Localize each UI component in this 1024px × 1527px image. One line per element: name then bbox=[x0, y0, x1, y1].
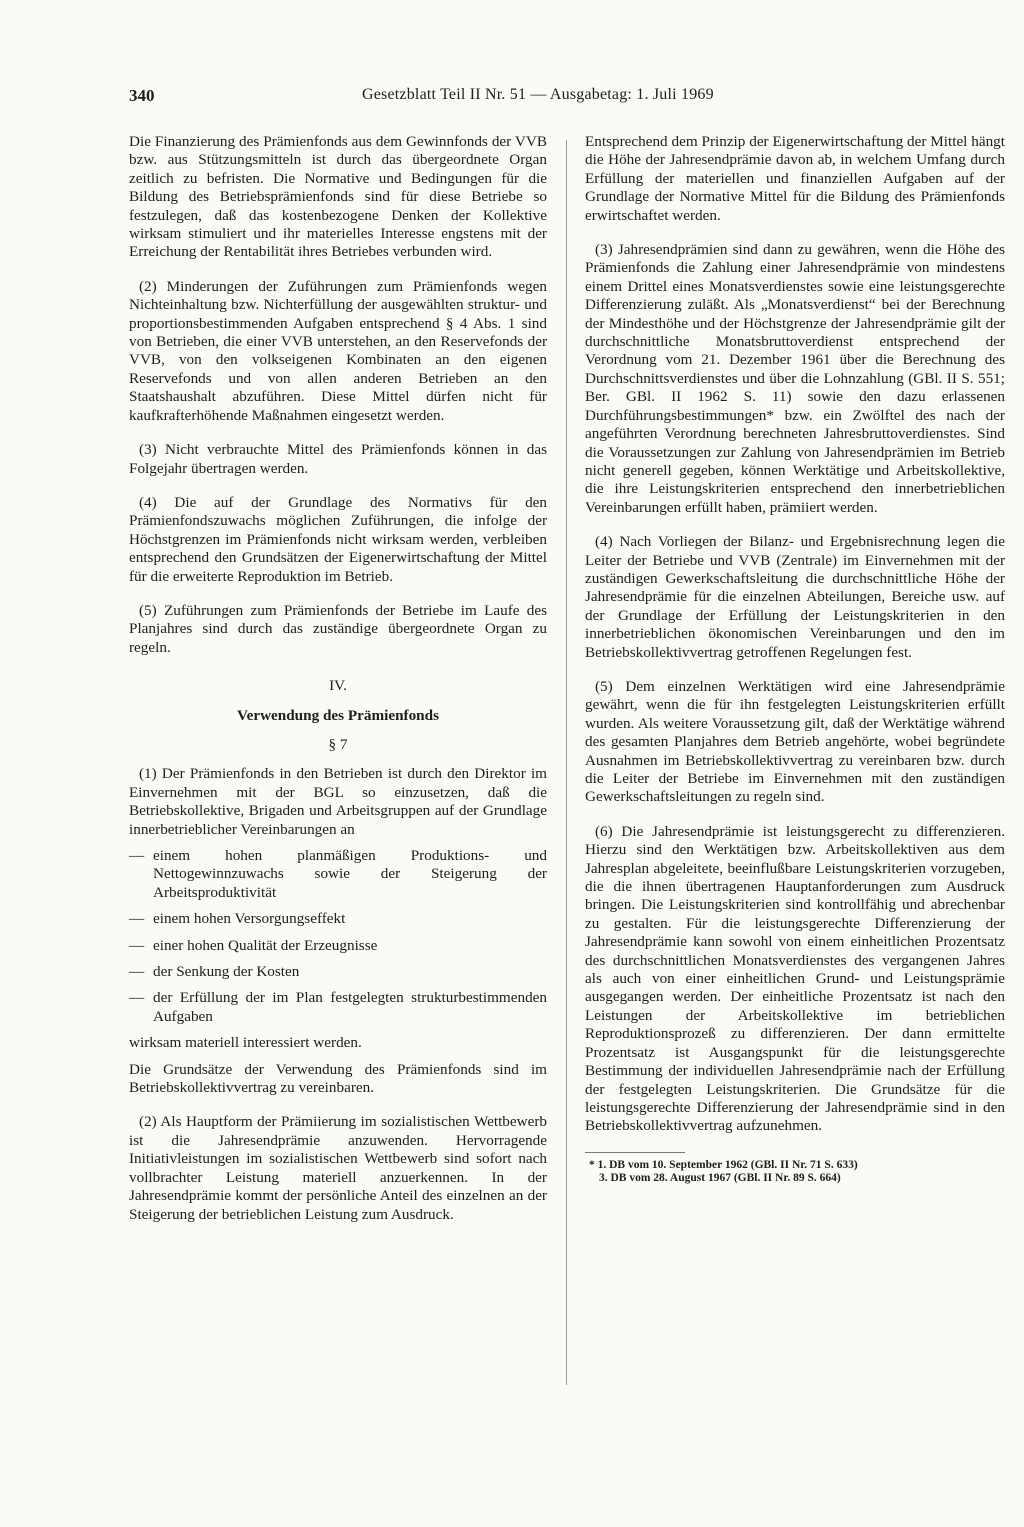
paragraph-2: (2) Minderungen der Zuführungen zum Prämienfonds wegen Nichteinhaltung bzw. Nichterfüllung der ausgewählten struktur- und proportionsbestimmenden Aufgaben entsprechend § 4 Abs. 1 sind von Betrieben, die einer VVB unterstehen, an den Reservefonds der VVB, von den volkseigenen Kombinaten an den eigenen Reservefonds und von allen anderen Betrieben an den Staatshaushalt abzuführen. Diese Mittel dürfen nicht für kaufkrafterhöhende Maßnahmen eingesetzt werden. bbox=[129, 277, 547, 424]
list-item-text: der Senkung der Kosten bbox=[153, 963, 300, 981]
s7-paragraph-1: (1) Der Prämienfonds in den Betrieben ist durch den Direktor im Einvernehmen mit der BGL so einzusetzen, daß die Betriebskollektive, Brigaden und Arbeitsgruppen auf der Grundlage innerbetrieblicher Vereinbarungen an bbox=[129, 765, 547, 838]
paragraph-4: (4) Nach Vorliegen der Bilanz- und Ergebnisrechnung legen die Leiter der Betriebe und VVB (Zentrale) im Einvernehmen mit der zuständigen Gewerkschaftsleitung die durchschnittliche Höhe der Jahresendprämie für die einzelnen Abteilungen, Bereiche usw. auf der Grundlage der Erfüllung der Leistungskriterien in den innerbetrieblichen ökonomischen Vereinbarungen und den im Betriebskollektivvertrag getroffenen Regelungen fest. bbox=[585, 533, 1005, 661]
dash-bullet: — bbox=[129, 963, 145, 981]
paragraph-intro: Die Finanzierung des Prämienfonds aus dem Gewinnfonds der VVB bzw. aus Stützungsmitteln ist durch das übergeordnete Organ zeitlich zu befristen. Die Normative und Bedingungen für die Bildung des Betriebsprämienfonds sind für diese Betriebe so festzulegen, daß das kostenbezogene Denken der Kollektive wirksam stimuliert und ihr materielles Interesse engstens mit der Erreichung der Rentabilität ihres Betriebes verbunden wird. bbox=[129, 133, 547, 261]
paragraph-5: (5) Zuführungen zum Prämienfonds der Betriebe im Laufe des Planjahres sind durch das zuständige übergeordnete Organ zu regeln. bbox=[129, 601, 547, 656]
dash-bullet: — bbox=[129, 936, 145, 954]
section-number: IV. bbox=[329, 677, 347, 695]
footnote-rule bbox=[585, 1152, 685, 1153]
criteria-list bbox=[129, 847, 547, 1026]
list-item bbox=[129, 989, 547, 1026]
list-item-text: einem hohen Versorgungseffekt bbox=[153, 910, 346, 928]
section-title: Verwendung des Prämienfonds bbox=[237, 706, 439, 724]
column-divider bbox=[566, 140, 567, 1385]
paragraph-4: (4) Die auf der Grundlage des Normativs für den Prämienfondszuwachs möglichen Zuführungen, die infolge der Höchstgrenzen im Prämienfonds nicht wirksam werden, verbleiben entsprechend den Grundsätzen der Eigenerwirtschaftung der Mittel für die erweiterte Reproduktion im Betrieb. bbox=[129, 493, 547, 585]
running-title: Gesetzblatt Teil II Nr. 51 — Ausgabetag: 1. Juli 1969 bbox=[362, 86, 714, 103]
list-item-text: einem hohen planmäßigen Produktions- und Nettogewinnzuwachs sowie der Steigerung der Arbeitsproduktivität bbox=[153, 847, 547, 901]
page-header bbox=[129, 86, 929, 112]
dash-bullet: — bbox=[129, 847, 145, 864]
footnote: * 1. DB vom 10. September 1962 (GBl. II Nr. 71 S. 633) bbox=[589, 1158, 858, 1171]
list-item bbox=[129, 963, 547, 981]
dash-bullet: — bbox=[129, 910, 145, 928]
right-column bbox=[585, 133, 1005, 1185]
list-item-text: der Erfüllung der im Plan festgelegten strukturbestimmenden Aufgaben bbox=[153, 989, 547, 1025]
paragraph-5: (5) Dem einzelnen Werktätigen wird eine Jahresendprämie gewährt, wenn die für ihn festgelegten Leistungskriterien erfüllt wurden. Als weitere Voraussetzung gilt, daß der Werktätige während des gesamten Planjahres dem Betrieb angehörte, wobei begründete Ausnahmen im Betriebskollektivvertrag zu vereinbaren bzw. durch die Leiter der Betriebe im Einvernehmen mit den zuständigen Gewerkschaftsleitungen zu regeln sind. bbox=[585, 677, 1005, 806]
left-column bbox=[129, 133, 547, 1240]
paragraph-continuation: Entsprechend dem Prinzip der Eigenerwirtschaftung der Mittel hängt die Höhe der Jahresendprämie davon ab, in welchem Umfang durch Erfüllung der materiellen und finanziellen Aufgaben auf der Grundlage der Normative Mittel für die Bildung des Prämienfonds erwirtschaftet werden. bbox=[585, 133, 1005, 224]
s7-paragraph-2: (2) Als Hauptform der Prämiierung im sozialistischen Wettbewerb ist die Jahresendprämie anzuwenden. Hervorragende Initiativleistungen im sozialistischen Wettbewerb sind sofort nach vollbrachter Leistung materiell anzuerkennen. In der Jahresendprämie kommt der persönliche Anteil des einzelnen an der Steigerung der betrieblichen Leistung zum Ausdruck. bbox=[129, 1113, 547, 1223]
paragraph-3: (3) Nicht verbrauchte Mittel des Prämienfonds können in das Folgejahr übertragen werden. bbox=[129, 441, 547, 477]
grundsaetze-paragraph: Die Grundsätze der Verwendung des Prämienfonds sind im Betriebskollektivvertrag zu vereinbaren. bbox=[129, 1060, 547, 1097]
footnote: 3. DB vom 28. August 1967 (GBl. II Nr. 89 S. 664) bbox=[599, 1171, 841, 1184]
list-item-text: einer hohen Qualität der Erzeugnisse bbox=[153, 936, 378, 954]
after-list-text: wirksam materiell interessiert werden. bbox=[129, 1034, 362, 1052]
page-number: 340 bbox=[129, 86, 155, 105]
paragraph-sign: § 7 bbox=[328, 735, 348, 753]
paragraph-3: (3) Jahresendprämien sind dann zu gewähren, wenn die Höhe des Prämienfonds die Zahlung einer Jahresendprämie von mindestens einem Drittel eines Monatsverdienstes sowie eine leistungsgerechte Differenzierung zuläßt. Als „Monatsverdienst“ bei der Berechnung der Mindesthöhe und der Höchstgrenze der Jahresendprämie gilt der durchschnittliche Monatsbruttoverdienst entsprechend der Verordnung vom 21. Dezember 1961 über die Berechnung des Durchschnittsverdienstes und über die Lohnzahlung (GBl. II S. 551; Ber. GBl. II 1962 S. 11) sowie den dazu erlassenen Durchführungsbestimmungen* bzw. ein Zwölftel des nach der angeführten Verordnung berechneten Jahresbruttoverdienstes. Sind die Voraussetzungen zur Zahlung von Jahresendprämien im Betrieb nicht generell gegeben, können Werktätige und Arbeitskollektive, die ihre Leistungskriterien entsprechend den innerbetrieblichen Vereinbarungen erfüllt haben, prämiiert werden. bbox=[585, 241, 1005, 516]
list-item bbox=[129, 937, 547, 955]
list-item bbox=[129, 910, 547, 928]
paragraph-6: (6) Die Jahresendprämie ist leistungsgerecht zu differenzieren. Hierzu sind den Werktätigen bzw. Arbeitskollektiven aus dem Jahresplan abgeleitete, beeinflußbare Leistungskriterien vorzugeben, die die ihnen übertragenen Hauptanforderungen zum Ausdruck bringen. Die Leistungskriterien sind kontrollfähig und abrechenbar zu gestalten. Für die leistungsgerechte Differenzierung der Jahresendprämie kann sowohl von einem einheitlichen Prozentsatz des durchschnittlichen Monatsverdienstes des vergangenen Jahres als auch von einer einheitlichen Grund- und Leistungsprämie ausgegangen werden. Der einheitliche Prozentsatz ist nach den Leistungen der Arbeitskollektive im betrieblichen Reproduktionsprozeß zu differenzieren. Der dann ermittelte Prozentsatz ist Ausgangspunkt für die leistungsgerechte Bestimmung der individuellen Jahresendprämie nach der Erfüllung der festgelegten Leistungskriterien. Die Grundsätze für die leistungsgerechte Differenzierung der Jahresendprämie sind in den Betriebskollektivvertrag aufzunehmen. bbox=[585, 822, 1005, 1135]
dash-bullet: — bbox=[129, 989, 145, 1007]
footnotes bbox=[585, 1159, 1005, 1185]
list-item bbox=[129, 847, 547, 902]
